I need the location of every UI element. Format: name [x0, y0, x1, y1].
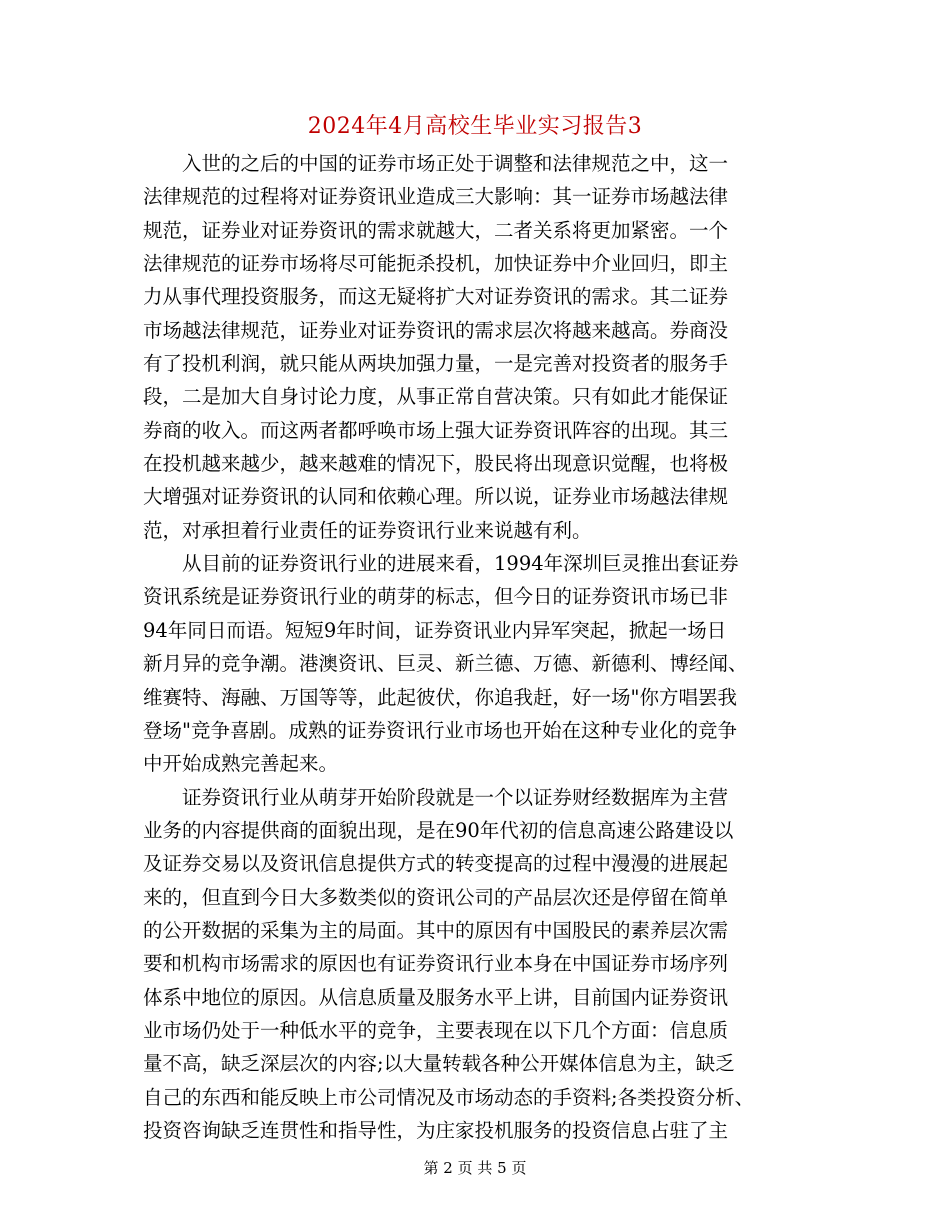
paragraph-3-line-3: 及证券交易以及资讯信息提供方式的转变提高的过程中漫漫的进展起 — [143, 852, 729, 876]
paragraph-3-line-10: 自己的东西和能反映上市公司情况及市场动态的手资料;各类投资分析、 — [143, 1085, 755, 1109]
document-title: 2024年4月高校生毕业实习报告3 — [307, 114, 643, 139]
paragraph-1-line-7: 有了投机利润，就只能从两块加强力量，一是完善对投资者的服务手 — [143, 352, 729, 376]
paragraph-3-line-1: 证券资讯行业从萌芽开始阶段就是一个以证券财经数据库为主营 — [182, 785, 729, 809]
paragraph-1-line-1: 入世的之后的中国的证券市场正处于调整和法律规范之中，这一 — [182, 152, 729, 175]
paragraph-1-line-3: 规范，证券业对证券资讯的需求就越大，二者关系将更加紧密。一个 — [143, 218, 729, 242]
paragraph-3-line-11: 投资咨询缺乏连贯性和指导性，为庄家投机服务的投资信息占驻了主 — [143, 1118, 729, 1142]
page-footer: 第 2 页 共 5 页 — [423, 1159, 527, 1177]
paragraph-1-line-11: 大增强对证券资讯的认同和依赖心理。所以说，证券业市场越法律规 — [143, 485, 729, 509]
paragraph-2-line-5: 维赛特、海融、万国等等，此起彼伏，你追我赶，好一场"你方唱罢我 — [143, 685, 737, 709]
paragraph-1-line-2: 法律规范的过程将对证券资讯业造成三大影响：其一证券市场越法律 — [143, 185, 729, 209]
paragraph-3-line-8: 业市场仍处于一种低水平的竞争，主要表现在以下几个方面：信息质 — [143, 1018, 729, 1042]
paragraph-1-line-4: 法律规范的证券市场将尽可能扼杀投机，加快证券中介业回归，即主 — [143, 252, 729, 276]
paragraph-1-line-8: 段，二是加大自身讨论力度，从事正常自营决策。只有如此才能保证 — [143, 385, 729, 409]
paragraph-2-line-6: 登场"竞争喜剧。成熟的证券资讯行业市场也开始在这种专业化的竞争 — [143, 718, 737, 742]
paragraph-1-line-5: 力从事代理投资服务，而这无疑将扩大对证券资讯的需求。其二证券 — [143, 285, 729, 309]
document-body — [143, 147, 815, 1147]
paragraph-3-line-4: 来的，但直到今日大多数类似的资讯公司的产品层次还是停留在简单 — [143, 885, 729, 909]
paragraph-2-line-2: 资讯系统是证券资讯行业的萌芽的标志，但今日的证券资讯市场已非 — [143, 585, 729, 609]
paragraph-1-line-10: 在投机越来越少，越来越难的情况下，股民将出现意识觉醒，也将极 — [143, 452, 729, 476]
paragraph-3-line-7: 体系中地位的原因。从信息质量及服务水平上讲，目前国内证券资讯 — [143, 985, 729, 1009]
paragraph-1-line-6: 市场越法律规范，证券业对证券资讯的需求层次将越来越高。券商没 — [143, 318, 729, 342]
paragraph-3-line-6: 要和机构市场需求的原因也有证券资讯行业本身在中国证券市场序列 — [143, 952, 729, 976]
paragraph-2-line-1: 从目前的证券资讯行业的进展来看，1994年深圳巨灵推出套证券 — [182, 552, 739, 576]
paragraph-2-line-7: 中开始成熟完善起来。 — [143, 752, 339, 776]
paragraph-2-line-3: 94年同日而语。短短9年时间，证券资讯业内异军突起，掀起一场日 — [143, 618, 727, 642]
paragraph-1-line-9: 券商的收入。而这两者都呼唤市场上强大证券资讯阵容的出现。其三 — [143, 418, 729, 442]
paragraph-1-line-12: 范，对承担着行业责任的证券资讯行业来说越有利。 — [143, 518, 592, 542]
paragraph-3-line-2: 业务的内容提供商的面貌出现，是在90年代初的信息高速公路建设以 — [143, 818, 734, 842]
paragraph-3-line-9: 量不高，缺乏深层次的内容;以大量转载各种公开媒体信息为主，缺乏 — [143, 1052, 735, 1076]
paragraph-3-line-5: 的公开数据的采集为主的局面。其中的原因有中国股民的素养层次需 — [143, 918, 729, 942]
paragraph-2-line-4: 新月异的竞争潮。港澳资讯、巨灵、新兰德、万德、新德利、博经闻、 — [143, 652, 748, 676]
